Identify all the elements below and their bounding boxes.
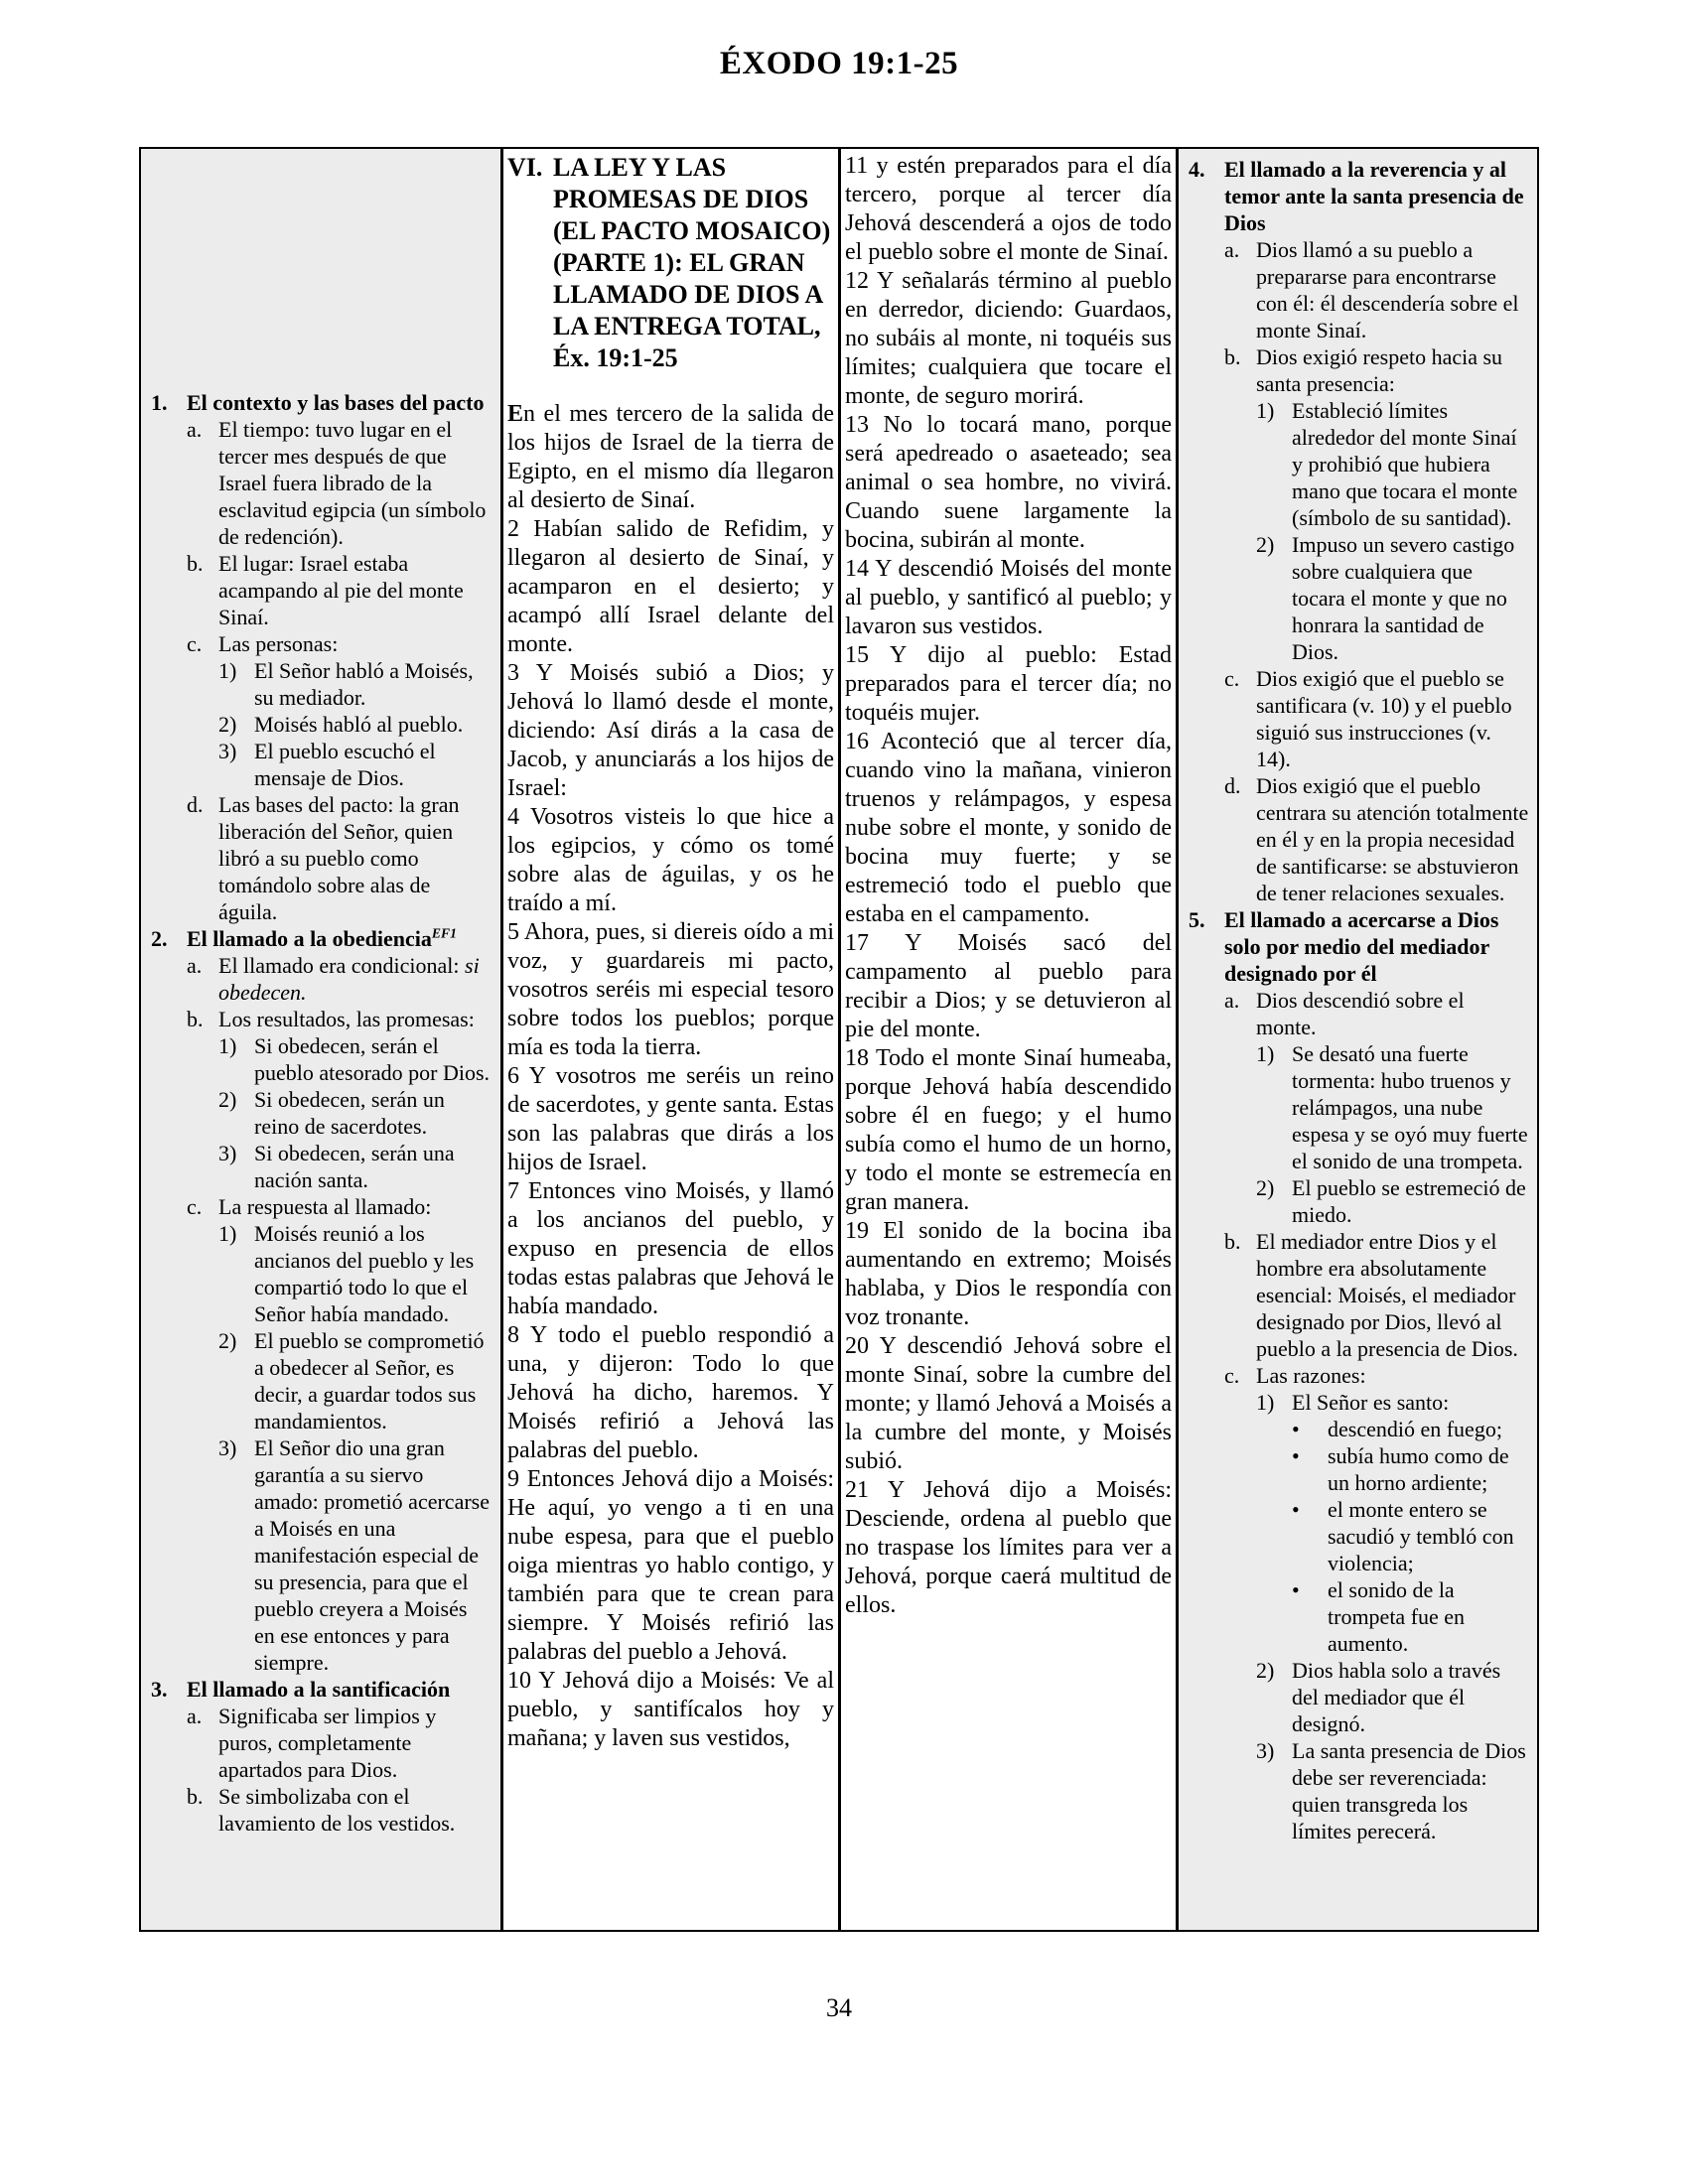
verse: 18 Todo el monte Sinaí humeaba, porque Jehová había descendido sobre él en fuego; y el humo subía como el humo de un horno, y todo el monte se estremecía en gran manera. bbox=[845, 1045, 1172, 1215]
outline-item bbox=[1189, 1737, 1529, 1844]
outline-item bbox=[151, 1140, 492, 1193]
outline-item bbox=[151, 1676, 492, 1703]
outline-item-text: el sonido de la trompeta fue en aumento. bbox=[1328, 1577, 1466, 1656]
outline-item bbox=[151, 738, 492, 791]
outline-item-label: 2. bbox=[151, 926, 168, 951]
outline-item-text: Dios exigió que el pueblo centrara su atención totalmente en él y en la propia necesidad de santificarse: se abstuvieron de tener relaciones sexuales. bbox=[1256, 773, 1529, 905]
verse-number: 5 bbox=[507, 919, 524, 945]
verse-number: 6 bbox=[507, 1063, 529, 1089]
verse: 6 Y vosotros me seréis un reino de sacerdotes, y gente santa. Estas son las palabras que dirás a los hijos de Israel. bbox=[507, 1063, 835, 1175]
outline-item bbox=[1189, 397, 1529, 531]
outline-item-label: 3) bbox=[1256, 1738, 1275, 1763]
outline-item bbox=[1189, 1228, 1529, 1362]
outline-item-label: 1) bbox=[1256, 398, 1275, 423]
outline-item bbox=[1189, 906, 1529, 987]
outline-item bbox=[151, 1006, 492, 1032]
verse-number: 20 bbox=[845, 1333, 880, 1359]
outline-item-label: d. bbox=[1224, 773, 1241, 798]
outline-item bbox=[1189, 1389, 1529, 1416]
outline-item-label: c. bbox=[1224, 666, 1240, 691]
bullet-icon: • bbox=[1292, 1577, 1300, 1602]
outline-item-text: Impuso un severo castigo sobre cualquiera que tocara el monte y que no honrara la santidad de Dios. bbox=[1292, 532, 1515, 664]
verse-block-1 bbox=[507, 400, 834, 1753]
outline-item-text: El pueblo se comprometió a obedecer al Señor, es decir, a guardar todos sus mandamientos. bbox=[254, 1328, 485, 1433]
outline-item bbox=[151, 1086, 492, 1140]
bullet-icon: • bbox=[1292, 1417, 1300, 1441]
outline-item-text: Estableció límites alrededor del monte Sinaí y prohibió que hubiera mano que tocara el monte (símbolo de su santidad). bbox=[1292, 398, 1518, 530]
outline-item-label: c. bbox=[187, 1194, 203, 1219]
outline-item bbox=[151, 550, 492, 630]
outline-item-label: 3. bbox=[151, 1677, 168, 1702]
outline-item-text: Dios llamó a su pueblo a prepararse para encontrarse con él: él descendería sobre el monte Sinaí. bbox=[1256, 237, 1519, 342]
outline-item-label: 3) bbox=[218, 1141, 237, 1165]
outline-item-text: Si obedecen, serán una nación santa. bbox=[254, 1141, 455, 1192]
verse: 14 Y descendió Moisés del monte al pueblo, y santificó al pueblo; y lavaron sus vestidos. bbox=[845, 556, 1172, 639]
verse-number: 16 bbox=[845, 729, 881, 754]
verse-number: 7 bbox=[507, 1178, 528, 1204]
outline-left-column bbox=[141, 149, 500, 1930]
verse: 15 Y dijo al pueblo: Estad preparados para el tercer día; no toquéis mujer. bbox=[845, 642, 1173, 726]
outline-item bbox=[151, 630, 492, 657]
outline-item-text: La respuesta al llamado: bbox=[218, 1194, 432, 1219]
outline-item-label: 1) bbox=[218, 658, 237, 683]
outline-item-label: 1) bbox=[218, 1033, 237, 1058]
verse-number: 18 bbox=[845, 1045, 876, 1071]
outline-item-label: b. bbox=[1224, 344, 1241, 369]
outline-item bbox=[151, 1032, 492, 1086]
verse-number: 10 bbox=[507, 1668, 539, 1694]
outline-item-label: a. bbox=[1224, 988, 1240, 1013]
verse-number: 11 bbox=[845, 153, 877, 179]
verse: 3 Y Moisés subió a Dios; y Jehová lo llamó desde el monte, diciendo: Así dirás a la casa de Jacob, y anunciarás a los hijos de Israel: bbox=[507, 660, 835, 801]
study-page-table bbox=[139, 147, 1539, 1932]
outline-item-label: 2) bbox=[1256, 1658, 1275, 1683]
outline-item bbox=[151, 389, 492, 416]
verse: 5 Ahora, pues, si diereis oído a mi voz, y guardareis mi pacto, vosotros seréis mi especial tesoro sobre todos los pueblos; porque mía es toda la tierra. bbox=[507, 919, 834, 1060]
outline-item-label: b. bbox=[1224, 1229, 1241, 1254]
outline-item-text: La santa presencia de Dios debe ser reverenciada: quien transgreda los límites perecerá. bbox=[1292, 1738, 1526, 1843]
verse: 19 El sonido de la bocina iba aumentando en extremo; Moisés hablaba, y Dios le respondía con voz tronante. bbox=[845, 1218, 1172, 1330]
outline-item-label: c. bbox=[187, 631, 203, 656]
outline-item bbox=[1189, 772, 1529, 906]
outline-item-label: b. bbox=[187, 1007, 204, 1031]
verse-number: 19 bbox=[845, 1218, 884, 1244]
outline-item-text: El pueblo escuchó el mensaje de Dios. bbox=[254, 739, 436, 790]
verse: 2 Habían salido de Refidim, y llegaron al desierto de Sinaí, y acamparon en el desierto; y acampó allí Israel delante del monte. bbox=[507, 516, 834, 657]
outline-item-text: El llamado a la santificación bbox=[187, 1677, 451, 1702]
outline-item-label: a. bbox=[187, 417, 203, 442]
outline-item-text: El mediador entre Dios y el hombre era absolutamente esencial: Moisés, el mediador designado por Dios, llevó al pueblo a la presencia de Dios. bbox=[1256, 1229, 1518, 1361]
outline-item-label: 3) bbox=[218, 739, 237, 763]
outline-item-text: Dios descendió sobre el monte. bbox=[1256, 988, 1465, 1039]
outline-item-text: Dios exigió que el pueblo se santificara (v. 10) y el pueblo siguió sus instrucciones (v. 14). bbox=[1256, 666, 1512, 771]
outline-item-text: Dios exigió respeto hacia su santa presencia: bbox=[1256, 344, 1503, 396]
outline-item-text: el monte entero se sacudió y tembló con violencia; bbox=[1328, 1497, 1514, 1575]
outline-item-text: Las bases del pacto: la gran liberación del Señor, quien libró a su pueblo como tomándolo sobre alas de águila. bbox=[218, 792, 460, 924]
bullet-item bbox=[1189, 1416, 1529, 1442]
outline-item bbox=[151, 1703, 492, 1783]
emphasized-text: si obedecen. bbox=[218, 953, 480, 1005]
outline-item bbox=[151, 791, 492, 925]
outline-item-text: Dios habla solo a través del mediador que él designó. bbox=[1292, 1658, 1501, 1736]
outline-item bbox=[1189, 1362, 1529, 1389]
verse: 16 Aconteció que al tercer día, cuando vino la mañana, vinieron truenos y relámpagos, y espesa nube sobre el monte, y sonido de bocina muy fuerte; y se estremeció todo el pueblo que estaba en el campamento. bbox=[845, 729, 1172, 927]
verse: 10 Y Jehová dijo a Moisés: Ve al pueblo, y santifícalos hoy y mañana; y laven sus vestidos, bbox=[507, 1668, 835, 1751]
verse-number: 13 bbox=[845, 412, 884, 438]
outline-item bbox=[1189, 1174, 1529, 1228]
verse: 8 Y todo el pueblo respondió a una, y dijeron: Todo lo que Jehová ha dicho, haremos. Y Moisés refirió a Jehová las palabras del pueblo. bbox=[507, 1322, 834, 1463]
outline-item bbox=[1189, 343, 1529, 397]
verse: 9 Entonces Jehová dijo a Moisés: He aquí, yo vengo a ti en una nube espesa, para que el pueblo oiga mientras yo hablo contigo, y también para que te crean para siempre. Y Moisés refirió las palabras del pueblo a Jehová. bbox=[507, 1466, 835, 1665]
outline-item-label: 2) bbox=[218, 1328, 237, 1353]
outline-item-text: El llamado a la reverencia y al temor ante la santa presencia de Dios bbox=[1224, 157, 1524, 235]
outline-item-text: Moisés reunió a los ancianos del pueblo y les compartió todo lo que el Señor había mandado. bbox=[254, 1221, 475, 1326]
bullet-icon: • bbox=[1292, 1443, 1300, 1468]
outline-item bbox=[151, 952, 492, 1006]
scripture-column-1 bbox=[500, 149, 838, 1930]
outline-item-label: 1) bbox=[1256, 1390, 1275, 1415]
bullet-item bbox=[1189, 1576, 1529, 1657]
verse-number: 15 bbox=[845, 642, 891, 668]
outline-item-text: El Señor es santo: bbox=[1292, 1390, 1450, 1415]
outline-item bbox=[151, 1220, 492, 1327]
outline-item-text: El lugar: Israel estaba acampando al pie del monte Sinaí. bbox=[218, 551, 464, 629]
outline-item-text: El llamado era condicional: si obedecen. bbox=[218, 953, 480, 1005]
outline-item bbox=[151, 657, 492, 711]
verse: 7 Entonces vino Moisés, y llamó a los ancianos del pueblo, y expuso en presencia de ellos todas estas palabras que Jehová le había mandado. bbox=[507, 1178, 834, 1319]
outline-item bbox=[1189, 1657, 1529, 1737]
outline-item-text: El Señor dio una gran garantía a su siervo amado: prometió acercarse a Moisés en una manifestación especial de su presencia, para que el pueblo creyera a Moisés en ese entonces y para siempre. bbox=[254, 1435, 490, 1675]
outline-item-text: El Señor habló a Moisés, su mediador. bbox=[254, 658, 474, 710]
outline-item-label: 2) bbox=[1256, 1175, 1275, 1200]
page-number: 34 bbox=[826, 1993, 852, 2022]
outline-item bbox=[151, 711, 492, 738]
outline-item-label: 4. bbox=[1189, 157, 1205, 182]
verse-number: 17 bbox=[845, 930, 906, 956]
verse-lead-letter: E bbox=[507, 401, 524, 427]
bullet-item bbox=[1189, 1496, 1529, 1576]
section-heading-text: LA LEY Y LAS PROMESAS DE DIOS (EL PACTO MOSAICO) (PARTE 1): EL GRAN LLAMADO DE DIOS A LA ENTREGA TOTAL, Éx. 19:1-25 bbox=[553, 153, 831, 372]
section-heading bbox=[507, 152, 834, 374]
outline-item-label: 5. bbox=[1189, 907, 1205, 932]
outline-item-text: Se desató una fuerte tormenta: hubo truenos y relámpagos, una nube espesa y se oyó muy fuerte el sonido de una trompeta. bbox=[1292, 1041, 1528, 1173]
outline-item-label: b. bbox=[187, 551, 204, 576]
verse-number: 3 bbox=[507, 660, 536, 686]
outline-item bbox=[151, 416, 492, 550]
outline-item bbox=[1189, 531, 1529, 665]
outline-item-text: Si obedecen, serán un reino de sacerdotes. bbox=[254, 1087, 445, 1139]
outline-item bbox=[1189, 156, 1529, 236]
outline-item bbox=[1189, 1040, 1529, 1174]
verse-number: 14 bbox=[845, 556, 876, 582]
page-title: ÉXODO 19:1-25 bbox=[719, 46, 959, 81]
outline-item-label: b. bbox=[187, 1784, 204, 1809]
verse-number: 4 bbox=[507, 804, 530, 830]
outline-item-label: 2) bbox=[218, 712, 237, 737]
outline-item-label: 1) bbox=[218, 1221, 237, 1246]
outline-item-text: El llamado a acercarse a Dios solo por medio del mediador designado por él bbox=[1224, 907, 1499, 986]
outline-item-text: Las razones: bbox=[1256, 1363, 1366, 1388]
verse: 4 Vosotros visteis lo que hice a los egipcios, y cómo os tomé sobre alas de águilas, y os he traído a mí. bbox=[507, 804, 834, 916]
outline-item-text: descendió en fuego; bbox=[1328, 1417, 1502, 1441]
outline-item bbox=[1189, 987, 1529, 1040]
outline-item bbox=[151, 925, 492, 952]
verse-number: 8 bbox=[507, 1322, 530, 1348]
outline-item-text: Se simbolizaba con el lavamiento de los vestidos. bbox=[218, 1784, 456, 1836]
verse-number: 12 bbox=[845, 268, 877, 294]
outline-item-label: 2) bbox=[218, 1087, 237, 1112]
verse: 20 Y descendió Jehová sobre el monte Sinaí, sobre la cumbre del monte; y llamó Jehová a Moisés a la cumbre del monte, y Moisés subió. bbox=[845, 1333, 1173, 1474]
outline-item-label: a. bbox=[187, 953, 203, 978]
verse-number: 9 bbox=[507, 1466, 527, 1492]
outline-item-text: Los resultados, las promesas: bbox=[218, 1007, 475, 1031]
verse-number: 2 bbox=[507, 516, 534, 542]
footnote-marker: EF1 bbox=[431, 925, 457, 941]
outline-item-text: Si obedecen, serán el pueblo atesorado por Dios. bbox=[254, 1033, 491, 1085]
outline-item-text: El contexto y las bases del pacto bbox=[187, 390, 485, 415]
verse-block-2 bbox=[845, 152, 1172, 1620]
outline-item-text: El tiempo: tuvo lugar en el tercer mes después de que Israel fuera librado de la esclavitud egipcia (un símbolo de redención). bbox=[218, 417, 487, 549]
verse: 11 y estén preparados para el día tercero, porque al tercer día Jehová descenderá a ojos de todo el pueblo sobre el monte de Sinaí. bbox=[845, 153, 1173, 265]
verse: 13 No lo tocará mano, porque será apedreado o asaeteado; sea animal o sea hombre, no vivirá. Cuando suene largamente la bocina, subirán al monte. bbox=[845, 412, 1172, 553]
outline-item-text: Moisés habló al pueblo. bbox=[254, 712, 464, 737]
outline-item bbox=[151, 1193, 492, 1220]
outline-item bbox=[151, 1783, 492, 1837]
outline-item-text: El pueblo se estremeció de miedo. bbox=[1292, 1175, 1526, 1227]
outline-item-text: subía humo como de un horno ardiente; bbox=[1328, 1443, 1509, 1495]
outline-item-text: Las personas: bbox=[218, 631, 339, 656]
outline-item-label: 1) bbox=[1256, 1041, 1275, 1066]
outline-right-column bbox=[1176, 149, 1537, 1930]
outline-item-text: El llamado a la obediencia$^{EF1}$ bbox=[187, 925, 457, 951]
outline-item-label: 1. bbox=[151, 390, 168, 415]
verse-number: 21 bbox=[845, 1477, 888, 1503]
outline-item bbox=[1189, 236, 1529, 343]
outline-item bbox=[151, 1327, 492, 1434]
bullet-item bbox=[1189, 1442, 1529, 1496]
outline-item-label: c. bbox=[1224, 1363, 1240, 1388]
scripture-column-2 bbox=[838, 149, 1176, 1930]
outline-item-label: a. bbox=[1224, 237, 1240, 262]
bullet-icon: • bbox=[1292, 1497, 1300, 1522]
outline-item bbox=[1189, 665, 1529, 772]
outline-item-label: 3) bbox=[218, 1435, 237, 1460]
outline-item-label: a. bbox=[187, 1704, 203, 1728]
outline-item-text: Significaba ser limpios y puros, completamente apartados para Dios. bbox=[218, 1704, 437, 1782]
outline-item-label: d. bbox=[187, 792, 204, 817]
verse: 21 Y Jehová dijo a Moisés: Desciende, ordena al pueblo que no traspase los límites para ver a Jehová, porque caerá multitud de ellos. bbox=[845, 1477, 1172, 1618]
section-heading-number: VI. bbox=[507, 153, 543, 182]
outline-item-label: 2) bbox=[1256, 532, 1275, 557]
verse: 12 Y señalarás término al pueblo en derredor, diciendo: Guardaos, no subáis al monte, ni toquéis sus límites; cualquiera que tocare el monte, de seguro morirá. bbox=[845, 268, 1172, 409]
verse: En el mes tercero de la salida de los hijos de Israel de la tierra de Egipto, en el mismo día llegaron al desierto de Sinaí. bbox=[507, 401, 834, 513]
verse: 17 Y Moisés sacó del campamento al pueblo para recibir a Dios; y se detuvieron al pie del monte. bbox=[845, 930, 1173, 1042]
outline-item bbox=[151, 1434, 492, 1676]
